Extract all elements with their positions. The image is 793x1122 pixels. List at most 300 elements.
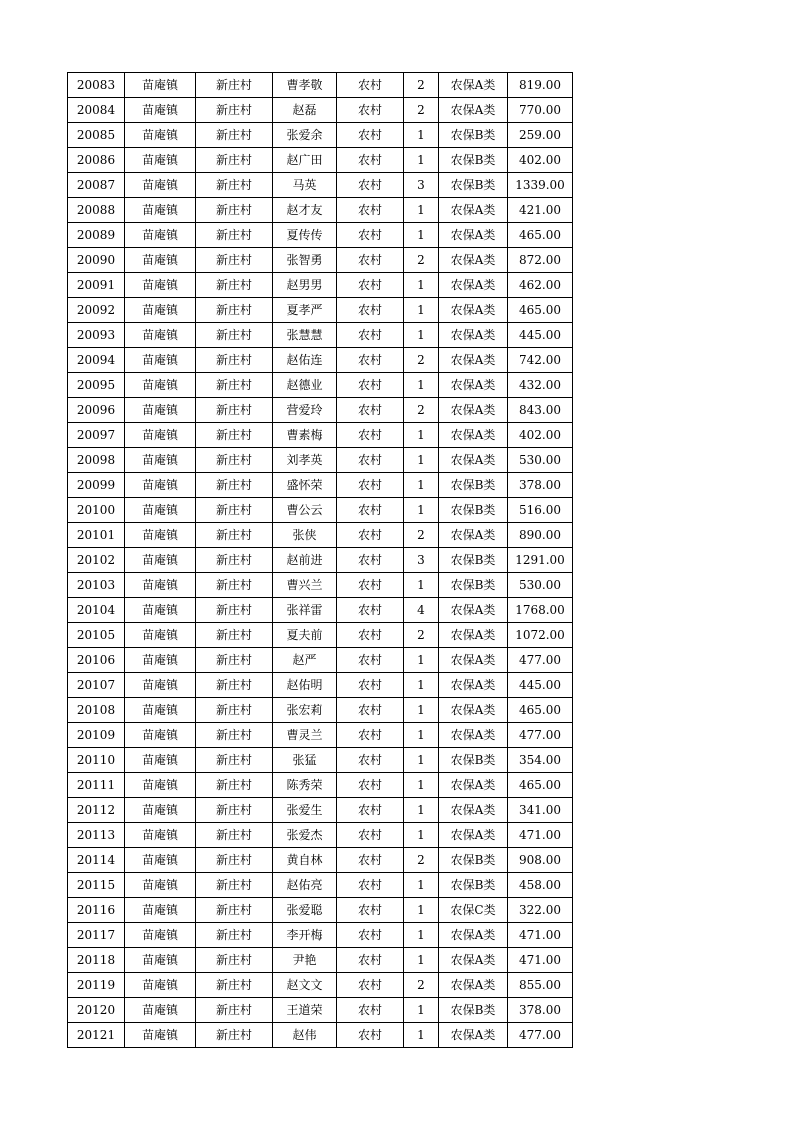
town-cell: 苗庵镇 [125, 98, 196, 123]
household-type-cell: 农村 [337, 98, 404, 123]
member-count-cell: 2 [404, 398, 439, 423]
village-cell: 新庄村 [196, 973, 273, 998]
insurance-category-cell: 农保A类 [439, 373, 508, 398]
record-id-cell: 20106 [68, 648, 125, 673]
person-name-cell: 夏孝严 [273, 298, 337, 323]
amount-cell: 872.00 [508, 248, 573, 273]
town-cell: 苗庵镇 [125, 898, 196, 923]
amount-cell: 465.00 [508, 223, 573, 248]
insurance-category-cell: 农保A类 [439, 223, 508, 248]
village-cell: 新庄村 [196, 573, 273, 598]
person-name-cell: 张爱聪 [273, 898, 337, 923]
person-name-cell: 张宏莉 [273, 698, 337, 723]
town-cell: 苗庵镇 [125, 748, 196, 773]
person-name-cell: 赵文文 [273, 973, 337, 998]
village-cell: 新庄村 [196, 373, 273, 398]
household-type-cell: 农村 [337, 898, 404, 923]
record-id-cell: 20115 [68, 873, 125, 898]
person-name-cell: 张爱杰 [273, 823, 337, 848]
insurance-category-cell: 农保A类 [439, 598, 508, 623]
person-name-cell: 赵伟 [273, 1023, 337, 1048]
member-count-cell: 1 [404, 223, 439, 248]
member-count-cell: 1 [404, 273, 439, 298]
insurance-category-cell: 农保A类 [439, 773, 508, 798]
town-cell: 苗庵镇 [125, 998, 196, 1023]
household-type-cell: 农村 [337, 373, 404, 398]
record-id-cell: 20117 [68, 923, 125, 948]
town-cell: 苗庵镇 [125, 423, 196, 448]
table-row [68, 748, 573, 773]
person-name-cell: 李开梅 [273, 923, 337, 948]
insurance-category-cell: 农保B类 [439, 123, 508, 148]
record-id-cell: 20113 [68, 823, 125, 848]
amount-cell: 1072.00 [508, 623, 573, 648]
person-name-cell: 赵磊 [273, 98, 337, 123]
household-type-cell: 农村 [337, 473, 404, 498]
town-cell: 苗庵镇 [125, 923, 196, 948]
town-cell: 苗庵镇 [125, 323, 196, 348]
member-count-cell: 1 [404, 798, 439, 823]
village-cell: 新庄村 [196, 748, 273, 773]
insurance-category-cell: 农保A类 [439, 248, 508, 273]
member-count-cell: 1 [404, 773, 439, 798]
household-type-cell: 农村 [337, 573, 404, 598]
record-id-cell: 20088 [68, 198, 125, 223]
person-name-cell: 王道荣 [273, 998, 337, 1023]
table-row [68, 348, 573, 373]
amount-cell: 378.00 [508, 998, 573, 1023]
person-name-cell: 赵佑连 [273, 348, 337, 373]
insurance-category-cell: 农保A类 [439, 198, 508, 223]
town-cell: 苗庵镇 [125, 248, 196, 273]
table-row [68, 573, 573, 598]
household-type-cell: 农村 [337, 848, 404, 873]
record-id-cell: 20105 [68, 623, 125, 648]
amount-cell: 432.00 [508, 373, 573, 398]
insurance-category-cell: 农保B类 [439, 848, 508, 873]
amount-cell: 402.00 [508, 423, 573, 448]
household-type-cell: 农村 [337, 873, 404, 898]
insurance-category-cell: 农保A类 [439, 1023, 508, 1048]
amount-cell: 908.00 [508, 848, 573, 873]
record-id-cell: 20120 [68, 998, 125, 1023]
table-row [68, 1023, 573, 1048]
member-count-cell: 3 [404, 548, 439, 573]
record-id-cell: 20086 [68, 148, 125, 173]
household-type-cell: 农村 [337, 248, 404, 273]
member-count-cell: 1 [404, 373, 439, 398]
village-cell: 新庄村 [196, 623, 273, 648]
member-count-cell: 1 [404, 498, 439, 523]
member-count-cell: 1 [404, 123, 439, 148]
village-cell: 新庄村 [196, 298, 273, 323]
amount-cell: 855.00 [508, 973, 573, 998]
household-type-cell: 农村 [337, 123, 404, 148]
amount-cell: 1768.00 [508, 598, 573, 623]
table-row [68, 723, 573, 748]
table-row [68, 523, 573, 548]
table-row [68, 73, 573, 98]
person-name-cell: 张猛 [273, 748, 337, 773]
town-cell: 苗庵镇 [125, 573, 196, 598]
amount-cell: 471.00 [508, 923, 573, 948]
table-row [68, 323, 573, 348]
record-id-cell: 20112 [68, 798, 125, 823]
person-name-cell: 张祥雷 [273, 598, 337, 623]
person-name-cell: 夏传传 [273, 223, 337, 248]
person-name-cell: 曹兴兰 [273, 573, 337, 598]
town-cell: 苗庵镇 [125, 348, 196, 373]
person-name-cell: 张爱余 [273, 123, 337, 148]
town-cell: 苗庵镇 [125, 598, 196, 623]
household-type-cell: 农村 [337, 1023, 404, 1048]
household-type-cell: 农村 [337, 623, 404, 648]
record-id-cell: 20095 [68, 373, 125, 398]
table-row [68, 698, 573, 723]
table-row [68, 273, 573, 298]
village-cell: 新庄村 [196, 1023, 273, 1048]
insurance-category-cell: 农保A类 [439, 823, 508, 848]
insurance-category-cell: 农保A类 [439, 723, 508, 748]
table-row [68, 248, 573, 273]
insurance-category-cell: 农保C类 [439, 898, 508, 923]
table-row [68, 373, 573, 398]
household-type-cell: 农村 [337, 923, 404, 948]
amount-cell: 477.00 [508, 723, 573, 748]
town-cell: 苗庵镇 [125, 648, 196, 673]
amount-cell: 465.00 [508, 298, 573, 323]
insurance-category-cell: 农保A类 [439, 398, 508, 423]
record-id-cell: 20099 [68, 473, 125, 498]
amount-cell: 477.00 [508, 648, 573, 673]
member-count-cell: 1 [404, 823, 439, 848]
household-type-cell: 农村 [337, 523, 404, 548]
member-count-cell: 2 [404, 623, 439, 648]
household-type-cell: 农村 [337, 998, 404, 1023]
member-count-cell: 1 [404, 923, 439, 948]
table-row [68, 448, 573, 473]
member-count-cell: 3 [404, 173, 439, 198]
record-id-cell: 20104 [68, 598, 125, 623]
household-type-cell: 农村 [337, 598, 404, 623]
insurance-category-cell: 农保B类 [439, 548, 508, 573]
record-id-cell: 20089 [68, 223, 125, 248]
amount-cell: 465.00 [508, 773, 573, 798]
town-cell: 苗庵镇 [125, 198, 196, 223]
village-cell: 新庄村 [196, 598, 273, 623]
town-cell: 苗庵镇 [125, 973, 196, 998]
table-row [68, 973, 573, 998]
amount-cell: 421.00 [508, 198, 573, 223]
household-type-cell: 农村 [337, 798, 404, 823]
record-id-cell: 20110 [68, 748, 125, 773]
member-count-cell: 1 [404, 898, 439, 923]
amount-cell: 402.00 [508, 148, 573, 173]
table-row [68, 848, 573, 873]
record-id-cell: 20084 [68, 98, 125, 123]
village-cell: 新庄村 [196, 473, 273, 498]
village-cell: 新庄村 [196, 498, 273, 523]
amount-cell: 530.00 [508, 448, 573, 473]
town-cell: 苗庵镇 [125, 448, 196, 473]
member-count-cell: 1 [404, 723, 439, 748]
town-cell: 苗庵镇 [125, 1023, 196, 1048]
insurance-category-cell: 农保A类 [439, 348, 508, 373]
member-count-cell: 1 [404, 698, 439, 723]
member-count-cell: 2 [404, 973, 439, 998]
household-type-cell: 农村 [337, 448, 404, 473]
village-cell: 新庄村 [196, 148, 273, 173]
insurance-category-cell: 农保B类 [439, 748, 508, 773]
household-type-cell: 农村 [337, 773, 404, 798]
member-count-cell: 2 [404, 73, 439, 98]
person-name-cell: 赵前进 [273, 548, 337, 573]
amount-cell: 530.00 [508, 573, 573, 598]
person-name-cell: 马英 [273, 173, 337, 198]
insurance-category-cell: 农保A类 [439, 798, 508, 823]
record-id-cell: 20103 [68, 573, 125, 598]
record-id-cell: 20096 [68, 398, 125, 423]
town-cell: 苗庵镇 [125, 123, 196, 148]
town-cell: 苗庵镇 [125, 523, 196, 548]
insurance-category-cell: 农保A类 [439, 523, 508, 548]
amount-cell: 819.00 [508, 73, 573, 98]
person-name-cell: 曹素梅 [273, 423, 337, 448]
village-cell: 新庄村 [196, 248, 273, 273]
town-cell: 苗庵镇 [125, 623, 196, 648]
member-count-cell: 1 [404, 998, 439, 1023]
household-type-cell: 农村 [337, 73, 404, 98]
insurance-category-cell: 农保B类 [439, 873, 508, 898]
town-cell: 苗庵镇 [125, 673, 196, 698]
town-cell: 苗庵镇 [125, 698, 196, 723]
amount-cell: 341.00 [508, 798, 573, 823]
village-cell: 新庄村 [196, 173, 273, 198]
amount-cell: 354.00 [508, 748, 573, 773]
member-count-cell: 1 [404, 473, 439, 498]
insurance-category-cell: 农保B类 [439, 148, 508, 173]
town-cell: 苗庵镇 [125, 73, 196, 98]
member-count-cell: 2 [404, 523, 439, 548]
table-row [68, 673, 573, 698]
town-cell: 苗庵镇 [125, 873, 196, 898]
table-row [68, 423, 573, 448]
member-count-cell: 1 [404, 673, 439, 698]
person-name-cell: 刘孝英 [273, 448, 337, 473]
table-row [68, 198, 573, 223]
record-id-cell: 20118 [68, 948, 125, 973]
insurance-category-cell: 农保B类 [439, 173, 508, 198]
table-row [68, 223, 573, 248]
amount-cell: 471.00 [508, 823, 573, 848]
town-cell: 苗庵镇 [125, 398, 196, 423]
insurance-category-cell: 农保A类 [439, 948, 508, 973]
amount-cell: 1291.00 [508, 548, 573, 573]
person-name-cell: 张侠 [273, 523, 337, 548]
insurance-category-cell: 农保B类 [439, 998, 508, 1023]
village-cell: 新庄村 [196, 448, 273, 473]
village-cell: 新庄村 [196, 998, 273, 1023]
town-cell: 苗庵镇 [125, 298, 196, 323]
insurance-category-cell: 农保A类 [439, 323, 508, 348]
person-name-cell: 曹灵兰 [273, 723, 337, 748]
table-row [68, 798, 573, 823]
village-cell: 新庄村 [196, 323, 273, 348]
insurance-category-cell: 农保A类 [439, 698, 508, 723]
member-count-cell: 2 [404, 248, 439, 273]
table-row [68, 948, 573, 973]
record-id-cell: 20098 [68, 448, 125, 473]
insurance-category-cell: 农保B类 [439, 473, 508, 498]
village-cell: 新庄村 [196, 273, 273, 298]
town-cell: 苗庵镇 [125, 223, 196, 248]
table-row [68, 773, 573, 798]
town-cell: 苗庵镇 [125, 823, 196, 848]
table-row [68, 873, 573, 898]
table-row [68, 548, 573, 573]
table-row [68, 123, 573, 148]
village-cell: 新庄村 [196, 198, 273, 223]
amount-cell: 1339.00 [508, 173, 573, 198]
household-type-cell: 农村 [337, 148, 404, 173]
person-name-cell: 赵佑明 [273, 673, 337, 698]
village-cell: 新庄村 [196, 898, 273, 923]
record-id-cell: 20092 [68, 298, 125, 323]
record-id-cell: 20083 [68, 73, 125, 98]
household-type-cell: 农村 [337, 748, 404, 773]
member-count-cell: 1 [404, 573, 439, 598]
insurance-category-cell: 农保A类 [439, 673, 508, 698]
household-type-cell: 农村 [337, 648, 404, 673]
village-cell: 新庄村 [196, 98, 273, 123]
person-name-cell: 赵广田 [273, 148, 337, 173]
record-id-cell: 20102 [68, 548, 125, 573]
person-name-cell: 赵佑亮 [273, 873, 337, 898]
person-name-cell: 赵才友 [273, 198, 337, 223]
household-type-cell: 农村 [337, 698, 404, 723]
household-type-cell: 农村 [337, 223, 404, 248]
village-cell: 新庄村 [196, 223, 273, 248]
insurance-category-cell: 农保A类 [439, 923, 508, 948]
town-cell: 苗庵镇 [125, 798, 196, 823]
insurance-category-cell: 农保A类 [439, 423, 508, 448]
amount-cell: 843.00 [508, 398, 573, 423]
insurance-category-cell: 农保A类 [439, 448, 508, 473]
village-cell: 新庄村 [196, 923, 273, 948]
town-cell: 苗庵镇 [125, 373, 196, 398]
table-row [68, 998, 573, 1023]
record-id-cell: 20116 [68, 898, 125, 923]
table-row [68, 648, 573, 673]
person-name-cell: 陈秀荣 [273, 773, 337, 798]
record-id-cell: 20108 [68, 698, 125, 723]
member-count-cell: 1 [404, 423, 439, 448]
town-cell: 苗庵镇 [125, 273, 196, 298]
person-name-cell: 张慧慧 [273, 323, 337, 348]
table-row [68, 923, 573, 948]
record-id-cell: 20091 [68, 273, 125, 298]
town-cell: 苗庵镇 [125, 723, 196, 748]
amount-cell: 742.00 [508, 348, 573, 373]
village-cell: 新庄村 [196, 648, 273, 673]
household-type-cell: 农村 [337, 948, 404, 973]
town-cell: 苗庵镇 [125, 548, 196, 573]
household-type-cell: 农村 [337, 823, 404, 848]
record-id-cell: 20085 [68, 123, 125, 148]
record-id-cell: 20097 [68, 423, 125, 448]
household-type-cell: 农村 [337, 273, 404, 298]
insurance-category-cell: 农保B类 [439, 573, 508, 598]
table-row [68, 598, 573, 623]
member-count-cell: 2 [404, 848, 439, 873]
amount-cell: 462.00 [508, 273, 573, 298]
village-cell: 新庄村 [196, 423, 273, 448]
amount-cell: 378.00 [508, 473, 573, 498]
record-id-cell: 20093 [68, 323, 125, 348]
town-cell: 苗庵镇 [125, 848, 196, 873]
person-name-cell: 赵男男 [273, 273, 337, 298]
town-cell: 苗庵镇 [125, 773, 196, 798]
table-row [68, 98, 573, 123]
village-cell: 新庄村 [196, 798, 273, 823]
insurance-category-cell: 农保A类 [439, 298, 508, 323]
member-count-cell: 1 [404, 448, 439, 473]
table-row [68, 298, 573, 323]
table-row [68, 498, 573, 523]
person-name-cell: 尹艳 [273, 948, 337, 973]
household-type-cell: 农村 [337, 498, 404, 523]
amount-cell: 322.00 [508, 898, 573, 923]
person-name-cell: 夏夫前 [273, 623, 337, 648]
person-name-cell: 张爱生 [273, 798, 337, 823]
insurance-category-cell: 农保A类 [439, 273, 508, 298]
village-cell: 新庄村 [196, 848, 273, 873]
person-name-cell: 张智勇 [273, 248, 337, 273]
village-cell: 新庄村 [196, 948, 273, 973]
person-name-cell: 曹孝敬 [273, 73, 337, 98]
record-id-cell: 20109 [68, 723, 125, 748]
village-cell: 新庄村 [196, 348, 273, 373]
town-cell: 苗庵镇 [125, 498, 196, 523]
town-cell: 苗庵镇 [125, 473, 196, 498]
household-type-cell: 农村 [337, 198, 404, 223]
amount-cell: 445.00 [508, 673, 573, 698]
records-table-body [68, 73, 573, 1048]
household-type-cell: 农村 [337, 173, 404, 198]
village-cell: 新庄村 [196, 673, 273, 698]
village-cell: 新庄村 [196, 73, 273, 98]
insurance-category-cell: 农保A类 [439, 973, 508, 998]
household-type-cell: 农村 [337, 673, 404, 698]
member-count-cell: 1 [404, 748, 439, 773]
amount-cell: 445.00 [508, 323, 573, 348]
household-type-cell: 农村 [337, 298, 404, 323]
table-row [68, 898, 573, 923]
record-id-cell: 20090 [68, 248, 125, 273]
insurance-category-cell: 农保B类 [439, 498, 508, 523]
person-name-cell: 赵德业 [273, 373, 337, 398]
member-count-cell: 4 [404, 598, 439, 623]
table-row [68, 148, 573, 173]
record-id-cell: 20119 [68, 973, 125, 998]
village-cell: 新庄村 [196, 873, 273, 898]
table-row [68, 823, 573, 848]
member-count-cell: 2 [404, 348, 439, 373]
person-name-cell: 赵严 [273, 648, 337, 673]
village-cell: 新庄村 [196, 123, 273, 148]
village-cell: 新庄村 [196, 523, 273, 548]
amount-cell: 477.00 [508, 1023, 573, 1048]
